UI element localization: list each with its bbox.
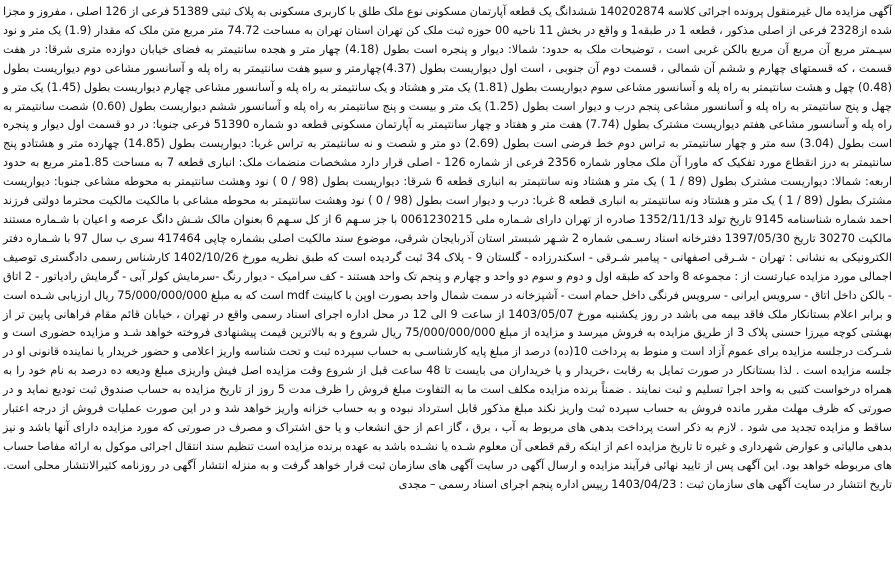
auction-notice-body: آگهی مزایده مال غیرمنقول پرونده اجرائی کلاسه 140202874 ششدانگ یک قطعه آپارتمان مسکونی نوع ملک طلق با کاربری مسکونی به پلاک ثبتی 51389 فرعی از 126 اصلی ، مفروز و مجزا شده از2328 فرعی از اصلی مذکور ، قطعه 1 در طبقه1 و واقع در بخش 11 ناحیه 00 حوزه ثبت ملک کن تهران استان تهران به مساحت 74.72 متر مربع متن ملک که مقدار (1.9) یک متر و نود سیـمتر مربع آن مربع آن مربع بالکن غربی است ، توضیحات ملک به حدود: شمالا: دیوار و پنجره است بطول (4.18) چهار متر و هجده سانتیمتر به فضای خیابان دوازده متری شرقا: در هفت قسمت ، که قسمتهای چهارم و ششم آن شمالی ، قسمت دوم آن جنوبی ، است اول دیواریست بطول (4.37)چهارمتر و سیو هفت سانتیمتر به راه پله و آسانسور مشاعی دوم دیواریست بطول (0.48) چهل و هشت سانتیمتر به راه پله و آسانسور مشاعی سوم دیواریست بطول (1.81) یک متر و هشتاد و یک سانتیمتر به راه پله و آسانسور مشاعی چهارم دیواریست بطول (1.45) یک متر و چهل و پنج سانتیمتر به راه پله و آسانسور مشاعی پنجم درب و دیوار است بطول (1.25) یک متر و بیست و پنج سانتیمتر به راه پله و آسانسور ششم دیواریست بطول (0.60) شصت سانتیمتر به راه پله و آسانسور مشاعی هفتم دیواریست مشترک بطول (7.74) هفت متر و هفتاد و چهار سانتیمتر به آپارتمان مسکونی قطعه دو شماره 51390 فرعی جنوبا: در دو قسمت اول دیوار و پنجره است بطول (3.04) سه متر و چهار سانتیمتر به تراس دوم خط فرضی است بطول (2.69) دو متر و شصت و نه سانتیمتر به تراس غربا: دیواریست بطول (14.85) چهارده متر و هشتادو پنج سانتیمتر به درز انقطاع مورد تفکیک که ماورا آن ملک مجاور شماره 2356 فرعی از شماره 126 - اصلی قرار دارد مشخصات منضمات ملک: انباری قطعه 7 به مساحت 1.85متر مربع به حدود اربعه: شمالا: دیواریست مشترک بطول (89 / 1 ) یک متر و هشتاد ونه سانتیمتر به انباری قطعه 6 شرقا: دیواریست بطول (98 / 0 ) نود وهشت سانتیمتر به محوطه مشاعی جنوبا: دیواریست مشترک بطول (89 / 1 ) یک متر و هشتاد ونه سانتیمتر به انباری قطعه 8 غربا: درب و دیوار است بطول (98 / 0 ) نود وهشت سانتیمتر به محوطه مشاعی با مالکیت مالکیت محترما دولتی فرزند احمد شماره شناسنامه 9145 تاریخ تولد 1352/11/13 صادره از تهران دارای شـماره ملی 0061230215 با جز سـهم 6 از کل سـهم 6 بعنوان مالک شـش دانگ عرصه و اعیان با شـماره مستند مالکیت 30270 تاریخ 1397/05/30 دفترخانه اسناد رسـمی شماره 2 شـهر شبستر استان آذربایجان شرقی، موضوع سند مالکیت اصلی بشماره چاپی 417464 سری ب سال 97 با شـماره دفتر الکترونیکی به نشانی : تهران - شـرقی اصفهانی - پیامبر شـرقی - اسکندرزاده - گلستان 9 - پلاک 34 ثبت گردیده است که طبق نظریه مورخ 1402/10/26 کارشناس رسمی دادگستری توصیف اجمالی مورد مزایده عبارتست از : مجموعه 8 واحد که طبقه اول و دوم و سوم دو واحد و چهارم و پنجم تک واحد هستند - کف سرامیک - دیوار رنگ -سرمایش کولر آبی - گرمایش رادیاتور - 2 اتاق - بالکن داخل اتاق - سرویس ایرانی - سرویس فرنگی داخل حمام است - آشپزخانه در سمت شمال واحد بصورت اوپن با کابینت mdf است که به مبلغ 75/000/000/000 ریال ارزیابی شـده است و برابر اعلام بستانکار ملک فاقد بیمه می باشد در روز یکشنبه مورخ 1403/05/07 از ساعت 9 الی 12 در محل اداره اجرای اسناد رسمی واقع در تهران ، خیابان قائم مقام فراهانی پایین تر از بهشتی کوچه میرزا حسنی پلاک 3 از طریق مزایده به فروش میرسد و مزایده از مبلغ 75/000/000/000 ریال شروع و به بالاترین قیمت پیشنهادی فروخته خواهد شـد و مزایده حضوری است و شـرکت درجلسه مزایده برای عموم آزاد است و منوط به پرداخت 10(ده) درصد از مبلغ پایه کارشناسـی به حساب سپرده ثبت و تحت شناسه واریز اعلامی و حضور خریدار یا نماینده قانونی او در جلسه مزایده است . لذا بستانکار در صورت تمایل به رقابت ،خریدار و یا خریداران می بایست تا 48 ساعت قبل از شروع وقت مزایده اصل فیش واریزی مبلغ ودیعه ده درصد به نام خود را به همراه درخواست کتبی به واحد اجرا تسلیم و ثبت نمایند . ضمناً برنده مزایده مکلف است ما به التفاوت مبلغ فروش را ظرف مدت 5 روز از تاریخ مزایده به حساب صندوق ثبت تودیع نماید و در صورتی که ظرف مهلت مقرر مانده فروش به حساب سپرده ثبت واریز نکند مبلغ مذکور قابل استرداد نبوده و به حساب خزانه واریز خواهد شد و در این صورت عملیات فروش از درجه اعتبار ساقط و مزایده تجدید می شود . لازم به ذکر است پرداخت بدهی های مربوط به آب ، برق ، گاز اعم از حق انشعاب و یا حق اشتراک و مصرف در صورتی که مورد مزایده دارای آنها باشد و نیز بدهی مالیاتی و عوارض شهرداری و غیره تا تاریخ مزایده اعم از اینکه رقم قطعی آن معلوم شـده یا نشـده باشد به عهده برنده مزایده است تنظیم سند انتقال اجرائی موکول به ارائه مفاصا حساب های مربوطه خواهد بود. این آگهی پس از تایید نهائی فرآیند مزایده و ارسال آگهی در سایت آگهی های سازمان ثبت قرار خواهد گرفت و به منزله انتشار آگهی در روزنامه کثیرالانتشار محلی است. تاریخ انتشار در سایت آگهی های سازمان ثبت : 1403/04/23 رییس اداره پنجم اجرای اسناد رسمی – مجدی bbox=[3, 5, 893, 491]
